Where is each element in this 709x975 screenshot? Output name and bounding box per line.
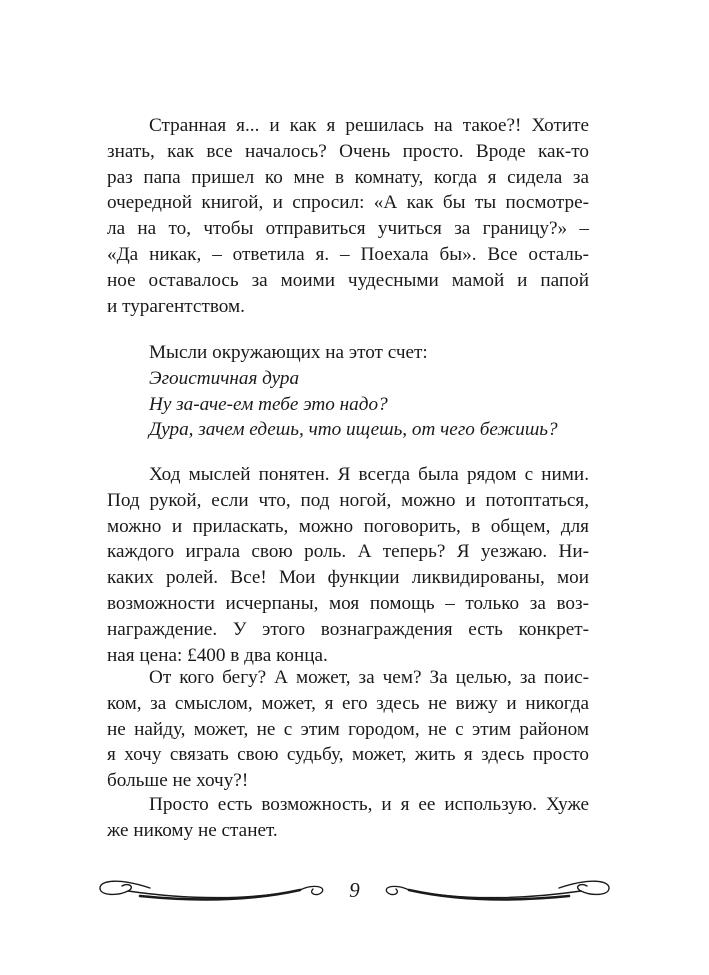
text-line: «Да никак, – ответила я. – Поехала бы». Все осталь- [107,243,589,265]
text-line: раз папа пришел ко мне в комнату, когда я сидела за [107,166,589,188]
thoughts-block [107,340,589,443]
thought-item: Эгоистичная дура [149,367,300,389]
thought-item: Ну за-аче-ем тебе это надо? [149,393,388,415]
text-line: Ход мыслей понятен. Я всегда была рядом с ними. [149,464,589,485]
text-line: я хочу связать свою судьбу, может, жить я здесь просто [107,744,589,766]
text-line: можно и приласкать, можно поговорить, в общем, для [107,515,589,537]
text-line: и турагентством. [107,295,245,317]
text-line: Просто есть возможность, и я ее использую. Хуже [149,794,589,815]
text-line: больше не хочу?! [107,770,249,792]
thought-item: Дура, зачем едешь, что ищешь, от чего бежишь? [149,419,558,441]
paragraph-3 [107,665,589,794]
paragraph-2 [107,462,589,668]
text-line: ком, за смыслом, может, я его здесь не вижу и никогда [107,692,589,714]
text-line: знать, как все началось? Очень просто. Вроде как-то [107,140,589,162]
text-line: возможности исчерпаны, моя помощь – только за воз- [107,592,589,614]
text-line: каких ролей. Все! Мои функции ликвидированы, мои [107,567,589,589]
text-line: награждение. У этого вознаграждения есть конкрет- [107,618,589,640]
paragraph-4 [107,792,589,844]
text-line: же никому не станет. [107,819,278,841]
text-line: Странная я... и как я решилась на такое?! Хотите [149,115,589,136]
text-line: ное оставалось за моими чудесными мамой и папой [107,269,589,291]
text-line: каждого играла свою роль. А теперь? Я уезжаю. Ни- [107,541,589,563]
page-number: 9 [349,878,360,902]
text-line: Под рукой, если что, под ногой, можно и потоптаться, [107,489,589,511]
text-line: ная цена: £400 в два конца. [107,644,328,666]
text-line: От кого бегу? А может, за чем? За целью, за поис- [149,667,589,688]
text-line: не найду, может, не с этим городом, не с этим районом [107,718,589,740]
thoughts-heading: Мысли окружающих на этот счет: [149,342,428,363]
text-line: очередной книгой, и спросил: «А как бы ты посмотре- [107,192,589,214]
text-line: ла на то, чтобы отправиться учиться за границу?» – [107,218,589,240]
paragraph-1 [107,113,589,319]
